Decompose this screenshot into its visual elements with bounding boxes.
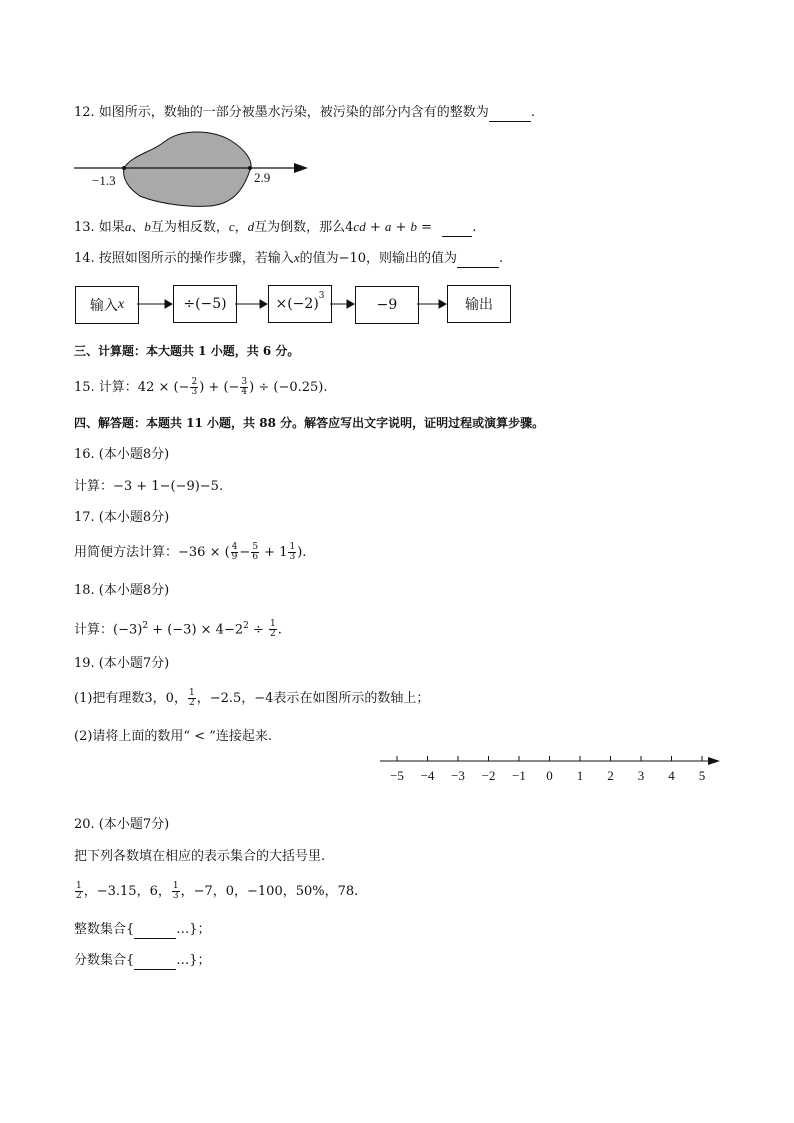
q12-text: 12. 如图所示，数轴的一部分被墨水污染，被污染的部分内含有的整数为	[74, 105, 489, 120]
section-3-heading: 三、计算题：本大题共 1 小题，共 6 分。	[74, 344, 300, 358]
flow-arrows	[0, 0, 794, 340]
fraction-set-blank[interactable]	[134, 969, 176, 970]
axis-tick-label: 2	[607, 768, 614, 783]
q19-part2: (2)请将上面的数用“ < ”连接起来.	[74, 729, 272, 744]
q16-body: 计算：−3 + 1−(−9)−5.	[74, 479, 224, 494]
section-4-heading: 四、解答题：本题共 11 小题，共 88 分。解答应写出文字说明，证明过程或演算步骤。	[74, 416, 545, 430]
axis-tick-label: −3	[451, 768, 465, 783]
q20-fraction-set: 分数集合{ …}；	[74, 953, 211, 968]
question-13: 13. 如果a、b互为相反数，c，d互为倒数，那么4cd + a + b = .	[74, 219, 477, 235]
flow-box-multiply: ×(−2) $^3$	[268, 285, 332, 323]
arrow-head-icon	[708, 757, 720, 765]
axis-tick-label: 4	[668, 768, 675, 783]
q18-body: 计算：$(-3)^2 + (-3) \times 4-2^2$ ÷ $\frac{1}{2}$ .	[74, 619, 282, 640]
flow-box-input: 输入 x	[75, 286, 139, 324]
axis-tick-label: 1	[576, 768, 584, 783]
label-right: 2.9	[254, 170, 271, 185]
flow-box-divide: ÷(−5)	[173, 285, 237, 323]
q17-heading: 17. (本小题8分)	[74, 510, 170, 525]
integer-set-blank[interactable]	[134, 938, 176, 939]
q19-part1: (1)把有理数3，0， $\frac{1}{2}$ ，−2.5，−4表示在如图所示的数轴上；	[74, 688, 430, 708]
q20-intro: 把下列各数填在相应的表示集合的大括号里.	[74, 849, 326, 864]
flow-box-output: 输出	[447, 285, 511, 323]
axis-tick-label: −1	[512, 768, 526, 783]
q19-number-line	[380, 750, 725, 790]
q20-numbers: $\frac{1}{2}$ ，−3.15，6， $\frac{1}{3}$ ，−7，0，−100，50%，78.	[76, 881, 359, 901]
q20-heading: 20. (本小题7分)	[74, 817, 170, 832]
axis-tick-label: −2	[481, 768, 496, 783]
axis-tick-label: 0	[546, 768, 553, 783]
question-12: 12. 如图所示，数轴的一部分被墨水污染，被污染的部分内含有的整数为 .	[74, 105, 535, 120]
axis-tick-label: 5	[698, 768, 706, 783]
question-15: 15. 计算：42 × (− $\frac{2}{3}$ ) + (− $\frac{3}{4}$ ) ÷ (−0.25).	[74, 377, 328, 397]
q16-heading: 16. (本小题8分)	[74, 447, 170, 462]
flow-box-minus: −9	[355, 286, 419, 324]
axis-tick-label: 3	[637, 768, 645, 783]
q17-body: 用简便方法计算：−36 × ( $\frac{4}{9}$ − $\frac{5}{6}$ + 1 $\frac{1}{3}$ ).	[74, 542, 307, 562]
q18-heading: 18. (本小题8分)	[74, 583, 170, 598]
label-left: −1.3	[92, 173, 116, 188]
axis-tick-label: −5	[390, 768, 404, 783]
question-14: 14. 按照如图所示的操作步骤，若输入x的值为−10，则输出的值为 .	[74, 250, 504, 266]
axis-tick-label: −4	[420, 768, 435, 783]
q20-integer-set: 整数集合{ …}；	[74, 922, 211, 937]
q19-heading: 19. (本小题7分)	[74, 656, 170, 671]
